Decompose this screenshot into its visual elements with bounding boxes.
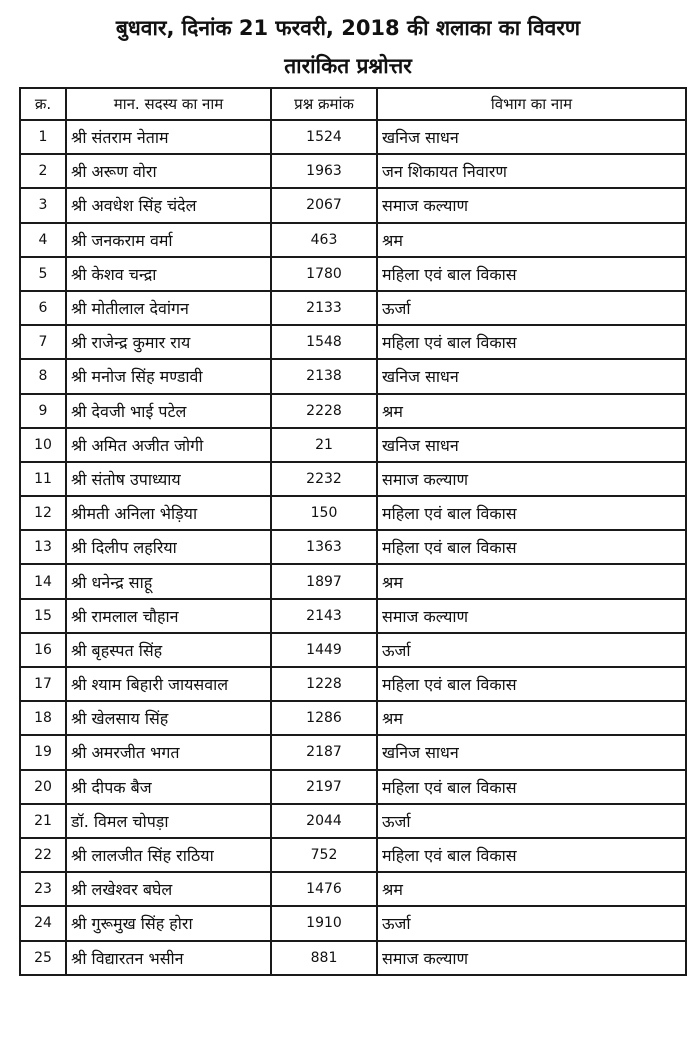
table-row [20,154,686,188]
table-row [20,394,686,428]
member-name-cell: श्री लालजीत सिंह राठिया [66,838,271,872]
serial-cell: 20 [20,770,66,804]
member-name-cell: श्री दीपक बैज [66,770,271,804]
serial-cell: 19 [20,735,66,769]
question-number-cell: 1548 [271,325,377,359]
table-row [20,564,686,598]
table-row [20,291,686,325]
page-title: बुधवार, दिनांक 21 फरवरी, 2018 की शलाका का विवरण [115,16,581,40]
question-number-cell: 2067 [271,188,377,222]
member-name-cell: श्री धनेन्द्र साहू [66,564,271,598]
serial-cell: 12 [20,496,66,530]
member-name-cell: श्री दिलीप लहरिया [66,530,271,564]
member-name-cell: श्री जनकराम वर्मा [66,223,271,257]
question-number-cell: 21 [271,428,377,462]
member-name-cell: श्री संतराम नेताम [66,120,271,154]
table-row [20,428,686,462]
table-row [20,941,686,975]
question-number-cell: 1449 [271,633,377,667]
table-row [20,701,686,735]
serial-cell: 24 [20,906,66,940]
serial-cell: 10 [20,428,66,462]
table-row [20,188,686,222]
serial-cell: 15 [20,599,66,633]
member-name-cell: श्री विद्यारतन भसीन [66,941,271,975]
member-name-cell: श्री लखेश्वर बघेल [66,872,271,906]
table-row [20,325,686,359]
member-name-cell: श्री देवजी भाई पटेल [66,394,271,428]
member-name-cell: श्री संतोष उपाध्याय [66,462,271,496]
department-cell: खनिज साधन [377,428,686,462]
serial-cell: 9 [20,394,66,428]
question-number-cell: 1476 [271,872,377,906]
table-row [20,530,686,564]
member-name-cell: श्री रामलाल चौहान [66,599,271,633]
table-row [20,872,686,906]
table-row [20,770,686,804]
department-cell: समाज कल्याण [377,462,686,496]
department-cell: श्रम [377,223,686,257]
department-cell: खनिज साधन [377,120,686,154]
table-row [20,599,686,633]
table-row [20,223,686,257]
table-row [20,633,686,667]
column-header-department: विभाग का नाम [377,88,686,120]
member-name-cell: श्रीमती अनिला भेड़िया [66,496,271,530]
department-cell: ऊर्जा [377,633,686,667]
table-body [20,120,686,975]
serial-cell: 7 [20,325,66,359]
serial-cell: 25 [20,941,66,975]
serial-cell: 21 [20,804,66,838]
serial-cell: 23 [20,872,66,906]
member-name-cell: श्री मनोज सिंह मण्डावी [66,359,271,393]
question-number-cell: 1228 [271,667,377,701]
member-name-cell: श्री मोतीलाल देवांगन [66,291,271,325]
department-cell: ऊर्जा [377,291,686,325]
member-name-cell: श्री बृहस्पत सिंह [66,633,271,667]
member-name-cell: डॉ. विमल चोपड़ा [66,804,271,838]
department-cell: खनिज साधन [377,735,686,769]
serial-cell: 5 [20,257,66,291]
serial-cell: 11 [20,462,66,496]
page-subtitle: तारांकित प्रश्नोत्तर [284,54,412,78]
question-number-cell: 2187 [271,735,377,769]
serial-cell: 18 [20,701,66,735]
member-name-cell: श्री गुरूमुख सिंह होरा [66,906,271,940]
department-cell: श्रम [377,872,686,906]
question-number-cell: 463 [271,223,377,257]
column-header-member-name: मान. सदस्य का नाम [66,88,271,120]
serial-cell: 16 [20,633,66,667]
department-cell: श्रम [377,564,686,598]
question-number-cell: 2138 [271,359,377,393]
serial-cell: 3 [20,188,66,222]
question-number-cell: 752 [271,838,377,872]
question-number-cell: 2044 [271,804,377,838]
serial-cell: 6 [20,291,66,325]
member-name-cell: श्री राजेन्द्र कुमार राय [66,325,271,359]
department-cell: ऊर्जा [377,906,686,940]
department-cell: श्रम [377,394,686,428]
department-cell: महिला एवं बाल विकास [377,770,686,804]
question-number-cell: 1963 [271,154,377,188]
question-number-cell: 881 [271,941,377,975]
member-name-cell: श्री अरूण वोरा [66,154,271,188]
department-cell: समाज कल्याण [377,941,686,975]
question-number-cell: 1286 [271,701,377,735]
table-row [20,804,686,838]
table-row [20,120,686,154]
question-number-cell: 2197 [271,770,377,804]
question-number-cell: 1363 [271,530,377,564]
question-number-cell: 2228 [271,394,377,428]
question-number-cell: 2232 [271,462,377,496]
table-row [20,462,686,496]
serial-cell: 1 [20,120,66,154]
serial-cell: 22 [20,838,66,872]
serial-cell: 14 [20,564,66,598]
department-cell: खनिज साधन [377,359,686,393]
member-name-cell: श्री खेलसाय सिंह [66,701,271,735]
question-schedule-table [19,87,687,976]
column-header-question-number: प्रश्न क्रमांक [271,88,377,120]
serial-cell: 17 [20,667,66,701]
member-name-cell: श्री केशव चन्द्रा [66,257,271,291]
question-number-cell: 150 [271,496,377,530]
question-number-cell: 1780 [271,257,377,291]
member-name-cell: श्री श्याम बिहारी जायसवाल [66,667,271,701]
table-row [20,667,686,701]
question-number-cell: 1897 [271,564,377,598]
department-cell: जन शिकायत निवारण [377,154,686,188]
department-cell: महिला एवं बाल विकास [377,838,686,872]
department-cell: महिला एवं बाल विकास [377,667,686,701]
table-row [20,496,686,530]
column-header-serial: क्र. [20,88,66,120]
question-number-cell: 2133 [271,291,377,325]
serial-cell: 13 [20,530,66,564]
question-number-cell: 1910 [271,906,377,940]
department-cell: महिला एवं बाल विकास [377,257,686,291]
member-name-cell: श्री अमरजीत भगत [66,735,271,769]
table-row [20,359,686,393]
department-cell: महिला एवं बाल विकास [377,530,686,564]
question-number-cell: 2143 [271,599,377,633]
department-cell: श्रम [377,701,686,735]
department-cell: महिला एवं बाल विकास [377,496,686,530]
table-row [20,838,686,872]
department-cell: ऊर्जा [377,804,686,838]
serial-cell: 8 [20,359,66,393]
department-cell: समाज कल्याण [377,599,686,633]
table-row [20,735,686,769]
department-cell: समाज कल्याण [377,188,686,222]
question-number-cell: 1524 [271,120,377,154]
serial-cell: 2 [20,154,66,188]
table-row [20,906,686,940]
department-cell: महिला एवं बाल विकास [377,325,686,359]
member-name-cell: श्री अवधेश सिंह चंदेल [66,188,271,222]
table-row [20,257,686,291]
table-header-row [20,88,686,120]
serial-cell: 4 [20,223,66,257]
member-name-cell: श्री अमित अजीत जोगी [66,428,271,462]
